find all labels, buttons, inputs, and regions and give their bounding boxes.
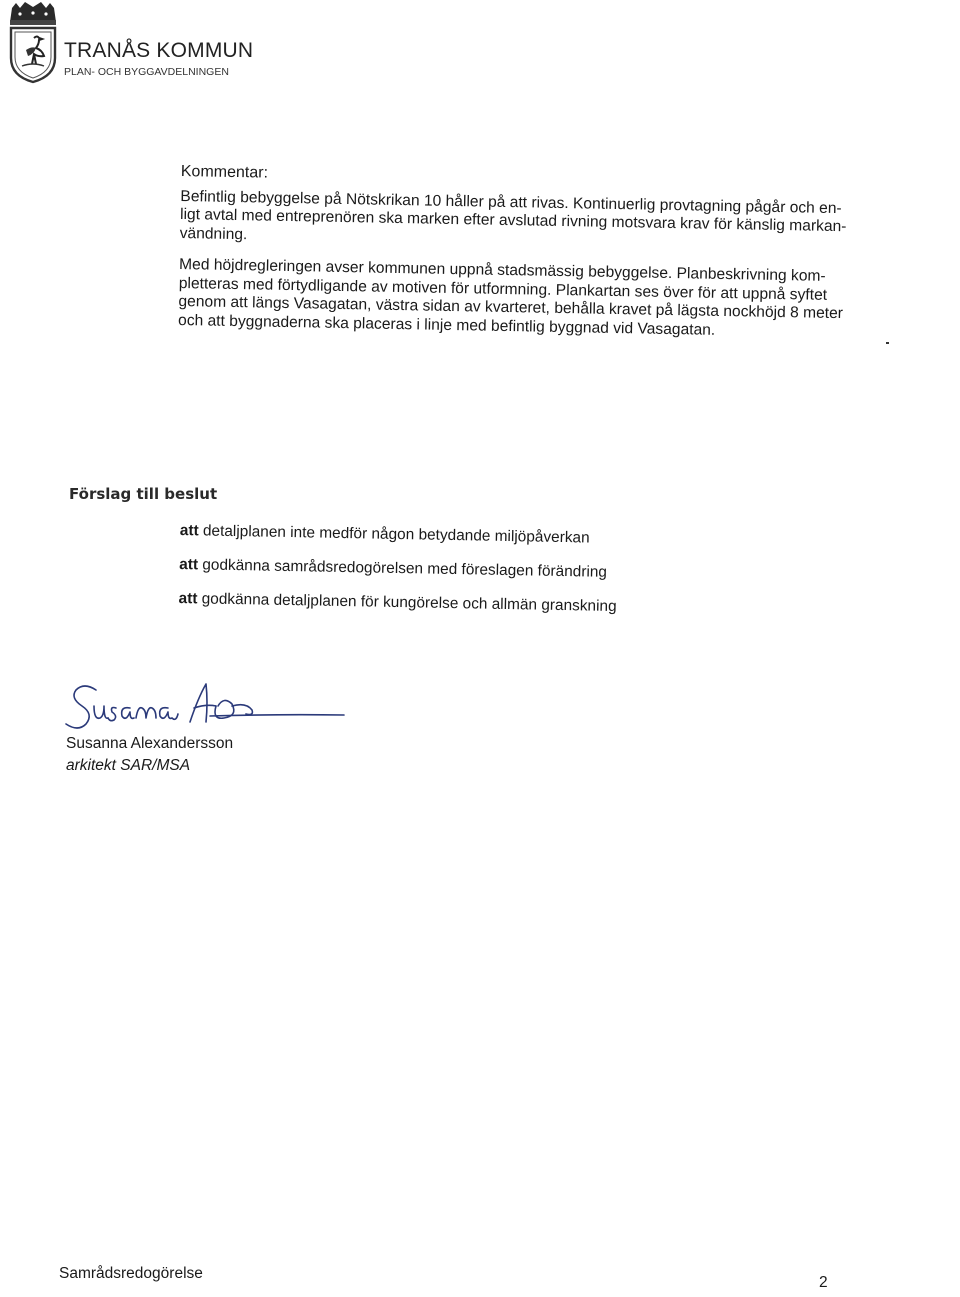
decision-list	[178, 522, 650, 633]
comment-heading: Kommentar:	[180, 163, 269, 182]
proposal-heading: Förslag till beslut	[69, 485, 218, 503]
department-name: PLAN- OCH BYGGAVDELNINGEN	[64, 66, 229, 78]
decision-item	[180, 522, 650, 549]
decision-text: godkänna samrådsredogörelsen med föreslagen förändring	[202, 556, 608, 581]
signer-name: Susanna Alexandersson	[66, 735, 234, 752]
comment-section	[178, 163, 849, 355]
decision-prefix: att	[179, 555, 199, 574]
letterhead	[6, 2, 326, 92]
signer-title: arkitekt SAR/MSA	[66, 757, 191, 774]
decision-prefix: att	[179, 522, 199, 540]
decision-text: godkänna detaljplanen för kungörelse och allmän granskning	[201, 590, 617, 616]
scan-speck	[886, 342, 889, 344]
organization-name: TRANÅS KOMMUN	[64, 39, 254, 62]
comment-paragraph: Befintlig bebyggelse på Nötskrikan 10 håller på att rivas. Kontinuerlig provtagning pågår och en-ligt avtal med entreprenören ska marken efter avslutad rivning motsvara krav för känslig markan-vändning.	[179, 187, 847, 243]
tranas-coat-of-arms-icon	[6, 2, 60, 84]
decision-item	[178, 590, 648, 617]
handwritten-signature	[60, 676, 350, 740]
page-number: 2	[819, 1274, 828, 1291]
footer-document-name: Samrådsredogörelse	[59, 1265, 203, 1282]
decision-prefix: att	[178, 589, 198, 608]
decision-item	[179, 556, 649, 583]
decision-text: detaljplanen inte medför någon betydande miljöpåverkan	[202, 522, 590, 547]
comment-paragraph: Med höjdregleringen avser kommunen uppnå stadsmässig bebyggelse. Planbeskrivning kom-pletteras med förtydligande av motiven för utformning. Plankartan ses över för att uppnå syftet genom att längs Vasagatan, västra sidan av kvarteret, behålla kravet på lägsta nockhöjd 8 meter och att byggnaderna ska placeras i linje med befintlig byggnad vid Vasagatan.	[177, 255, 844, 339]
